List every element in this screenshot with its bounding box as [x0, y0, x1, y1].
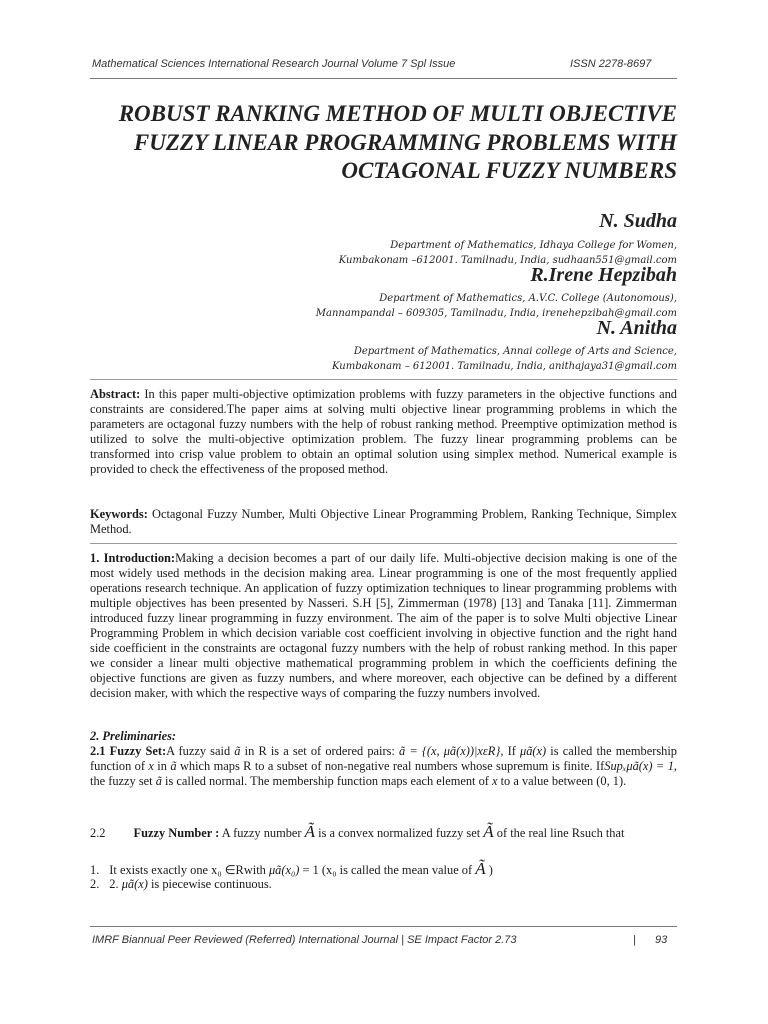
- fuzzy-number-definition: [90, 824, 677, 841]
- paper-page: [90, 0, 677, 1024]
- fuzzy-number-index: 2.2: [90, 826, 106, 840]
- text-run: , If: [500, 744, 520, 758]
- footer-rule: [90, 926, 677, 927]
- list-item: [90, 861, 677, 878]
- author-name: R.Irene Hepzibah: [530, 264, 677, 286]
- math-symbol: x: [492, 774, 498, 788]
- math-expression: ã = {(x, μã(x))|xεR}: [399, 744, 501, 758]
- text-run: is called normal. The membership function maps each element of: [161, 774, 493, 788]
- text-run: It exists exactly one x₀ ∈Rwith: [109, 863, 269, 877]
- text-run: of the real line Rsuch that: [493, 826, 625, 840]
- math-expression: μã(x): [121, 877, 148, 891]
- text-run: to a value between (0, 1).: [497, 774, 627, 788]
- affiliation-line: Kumbakonam –612001. Tamilnadu, India, sudhaan551@gmail.com: [338, 255, 677, 266]
- footer-separator: |: [633, 934, 636, 946]
- fuzzy-set-definition: [90, 744, 677, 789]
- issn: ISSN 2278-8697: [570, 58, 652, 70]
- preliminaries-title: 2. Preliminaries:: [90, 729, 177, 743]
- title-line: FUZZY LINEAR PROGRAMMING PROBLEMS WITH: [133, 129, 677, 155]
- title-line: OCTAGONAL FUZZY NUMBERS: [341, 158, 677, 183]
- text-run: which maps R to a subset of non-negative real numbers whose supremum is finite. If: [176, 759, 605, 773]
- fuzzy-symbol: Ã: [304, 822, 316, 841]
- text-run: , the fuzzy set: [90, 759, 677, 788]
- text-run: in R is a set of ordered pairs:: [240, 744, 399, 758]
- affiliation-line: Kumbakonam – 612001. Tamilnadu, India, anithajaya31@gmail.com: [332, 361, 677, 372]
- math-expression: μã(x₀): [268, 863, 300, 877]
- fuzzy-number-label: Fuzzy Number :: [133, 826, 220, 840]
- abstract: [90, 387, 677, 477]
- affiliation-line: Department of Mathematics, Idhaya College for Women,: [390, 240, 677, 251]
- text-run: = 1 (x₀ is called the mean value of: [299, 863, 476, 877]
- text-run: A fuzzy said: [166, 744, 235, 758]
- text-run: is piecewise continuous.: [147, 877, 272, 891]
- header-rule: [90, 78, 677, 79]
- text-run: in: [153, 759, 171, 773]
- list-marker: 2.: [90, 877, 100, 891]
- fuzzy-symbol: Ã: [483, 822, 494, 841]
- text-run: is a convex normalized fuzzy set: [315, 826, 484, 840]
- affiliation-line: Department of Mathematics, A.V.C. College (Autonomous),: [379, 293, 677, 304]
- math-expression: μã(x): [519, 744, 547, 758]
- math-expression: Supₓμã(x) = 1: [604, 759, 674, 773]
- title-line: ROBUST RANKING METHOD OF MULTI OBJECTIVE: [118, 101, 677, 126]
- text-run: ): [485, 863, 493, 877]
- page-number: 93: [655, 934, 668, 946]
- keywords: [90, 507, 677, 537]
- journal-name: Mathematical Sciences International Research Journal Volume 7 Spl Issue: [92, 58, 456, 70]
- math-symbol: x: [148, 759, 154, 773]
- introduction-label: 1. Introduction:: [90, 551, 176, 565]
- keywords-label: Keywords:: [90, 507, 148, 521]
- math-symbol: ã: [234, 744, 241, 758]
- author-name: N. Sudha: [599, 210, 677, 232]
- abstract-label: Abstract:: [90, 387, 141, 401]
- section-rule: [90, 379, 677, 380]
- text-run: is called the membership function of: [90, 744, 678, 773]
- author-name: N. Anitha: [596, 317, 677, 339]
- fuzzy-symbol: Ã: [475, 859, 486, 878]
- math-symbol: ã: [170, 759, 177, 773]
- footer-journal: IMRF Biannual Peer Reviewed (Referred) International Journal | SE Impact Factor 2.73: [92, 934, 517, 946]
- text-run: 2.: [109, 877, 122, 891]
- preliminaries-heading: [90, 729, 677, 744]
- affiliation-line: Mannampandal – 609305, Tamilnadu, India, irenehepzibah@gmail.com: [315, 308, 677, 319]
- list-item: [90, 877, 677, 892]
- keywords-text: Octagonal Fuzzy Number, Multi Objective Linear Programming Problem, Ranking Technique, Simplex Method.: [90, 507, 678, 536]
- list-marker: 1.: [90, 863, 100, 877]
- math-symbol: ã: [155, 774, 162, 788]
- text-run: A fuzzy number: [219, 826, 305, 840]
- paper-title: [90, 100, 677, 186]
- fuzzy-set-label: 2.1 Fuzzy Set:: [90, 744, 167, 758]
- author-affiliation: [90, 344, 677, 374]
- introduction-text: Making a decision becomes a part of our daily life. Multi-objective decision making is one of the most widely used methods in the decision making area. Linear programming is one of the most frequently applied operations research technique. An application of fuzzy optimization techniques to linear programming problems with multiple objectives has been presented by Nasseri. S.H [5], Zimmerman (1978) [13] and Tanaka [11]. Zimmerman introduced fuzzy linear programming in fuzzy environment. The aim of the paper is to solve Multi objective Linear Programming Problem in which decision variable cost coefficient involving in objective function and the right hand side coefficient in the constraints are octagonal fuzzy numbers with the help of robust ranking method. In this paper we consider a linear multi objective mathematical programming problem in which the coefficients defining the objective functions are given as fuzzy numbers, and where moreover, each objective can be defined by a different decision maker, with which the respective ways of comparing the fuzzy numbers involved.: [90, 551, 678, 700]
- abstract-text: In this paper multi-objective optimization problems with fuzzy parameters in the objective functions and constraints are considered.The paper aims at solving multi objective linear programming problems in which the parameters are octagonal fuzzy numbers with the help of robust ranking method. Preemptive optimization method is utilized to solve the multi-objective optimization problem. The fuzzy linear programming problems can be transformed into crisp value problem to obtain an optimal solution using simplex method. Numerical example is provided to check the effectiveness of the proposed method.: [90, 387, 677, 476]
- introduction: [90, 551, 677, 701]
- section-rule: [90, 543, 677, 544]
- affiliation-line: Department of Mathematics, Annai college of Arts and Science,: [353, 346, 677, 357]
